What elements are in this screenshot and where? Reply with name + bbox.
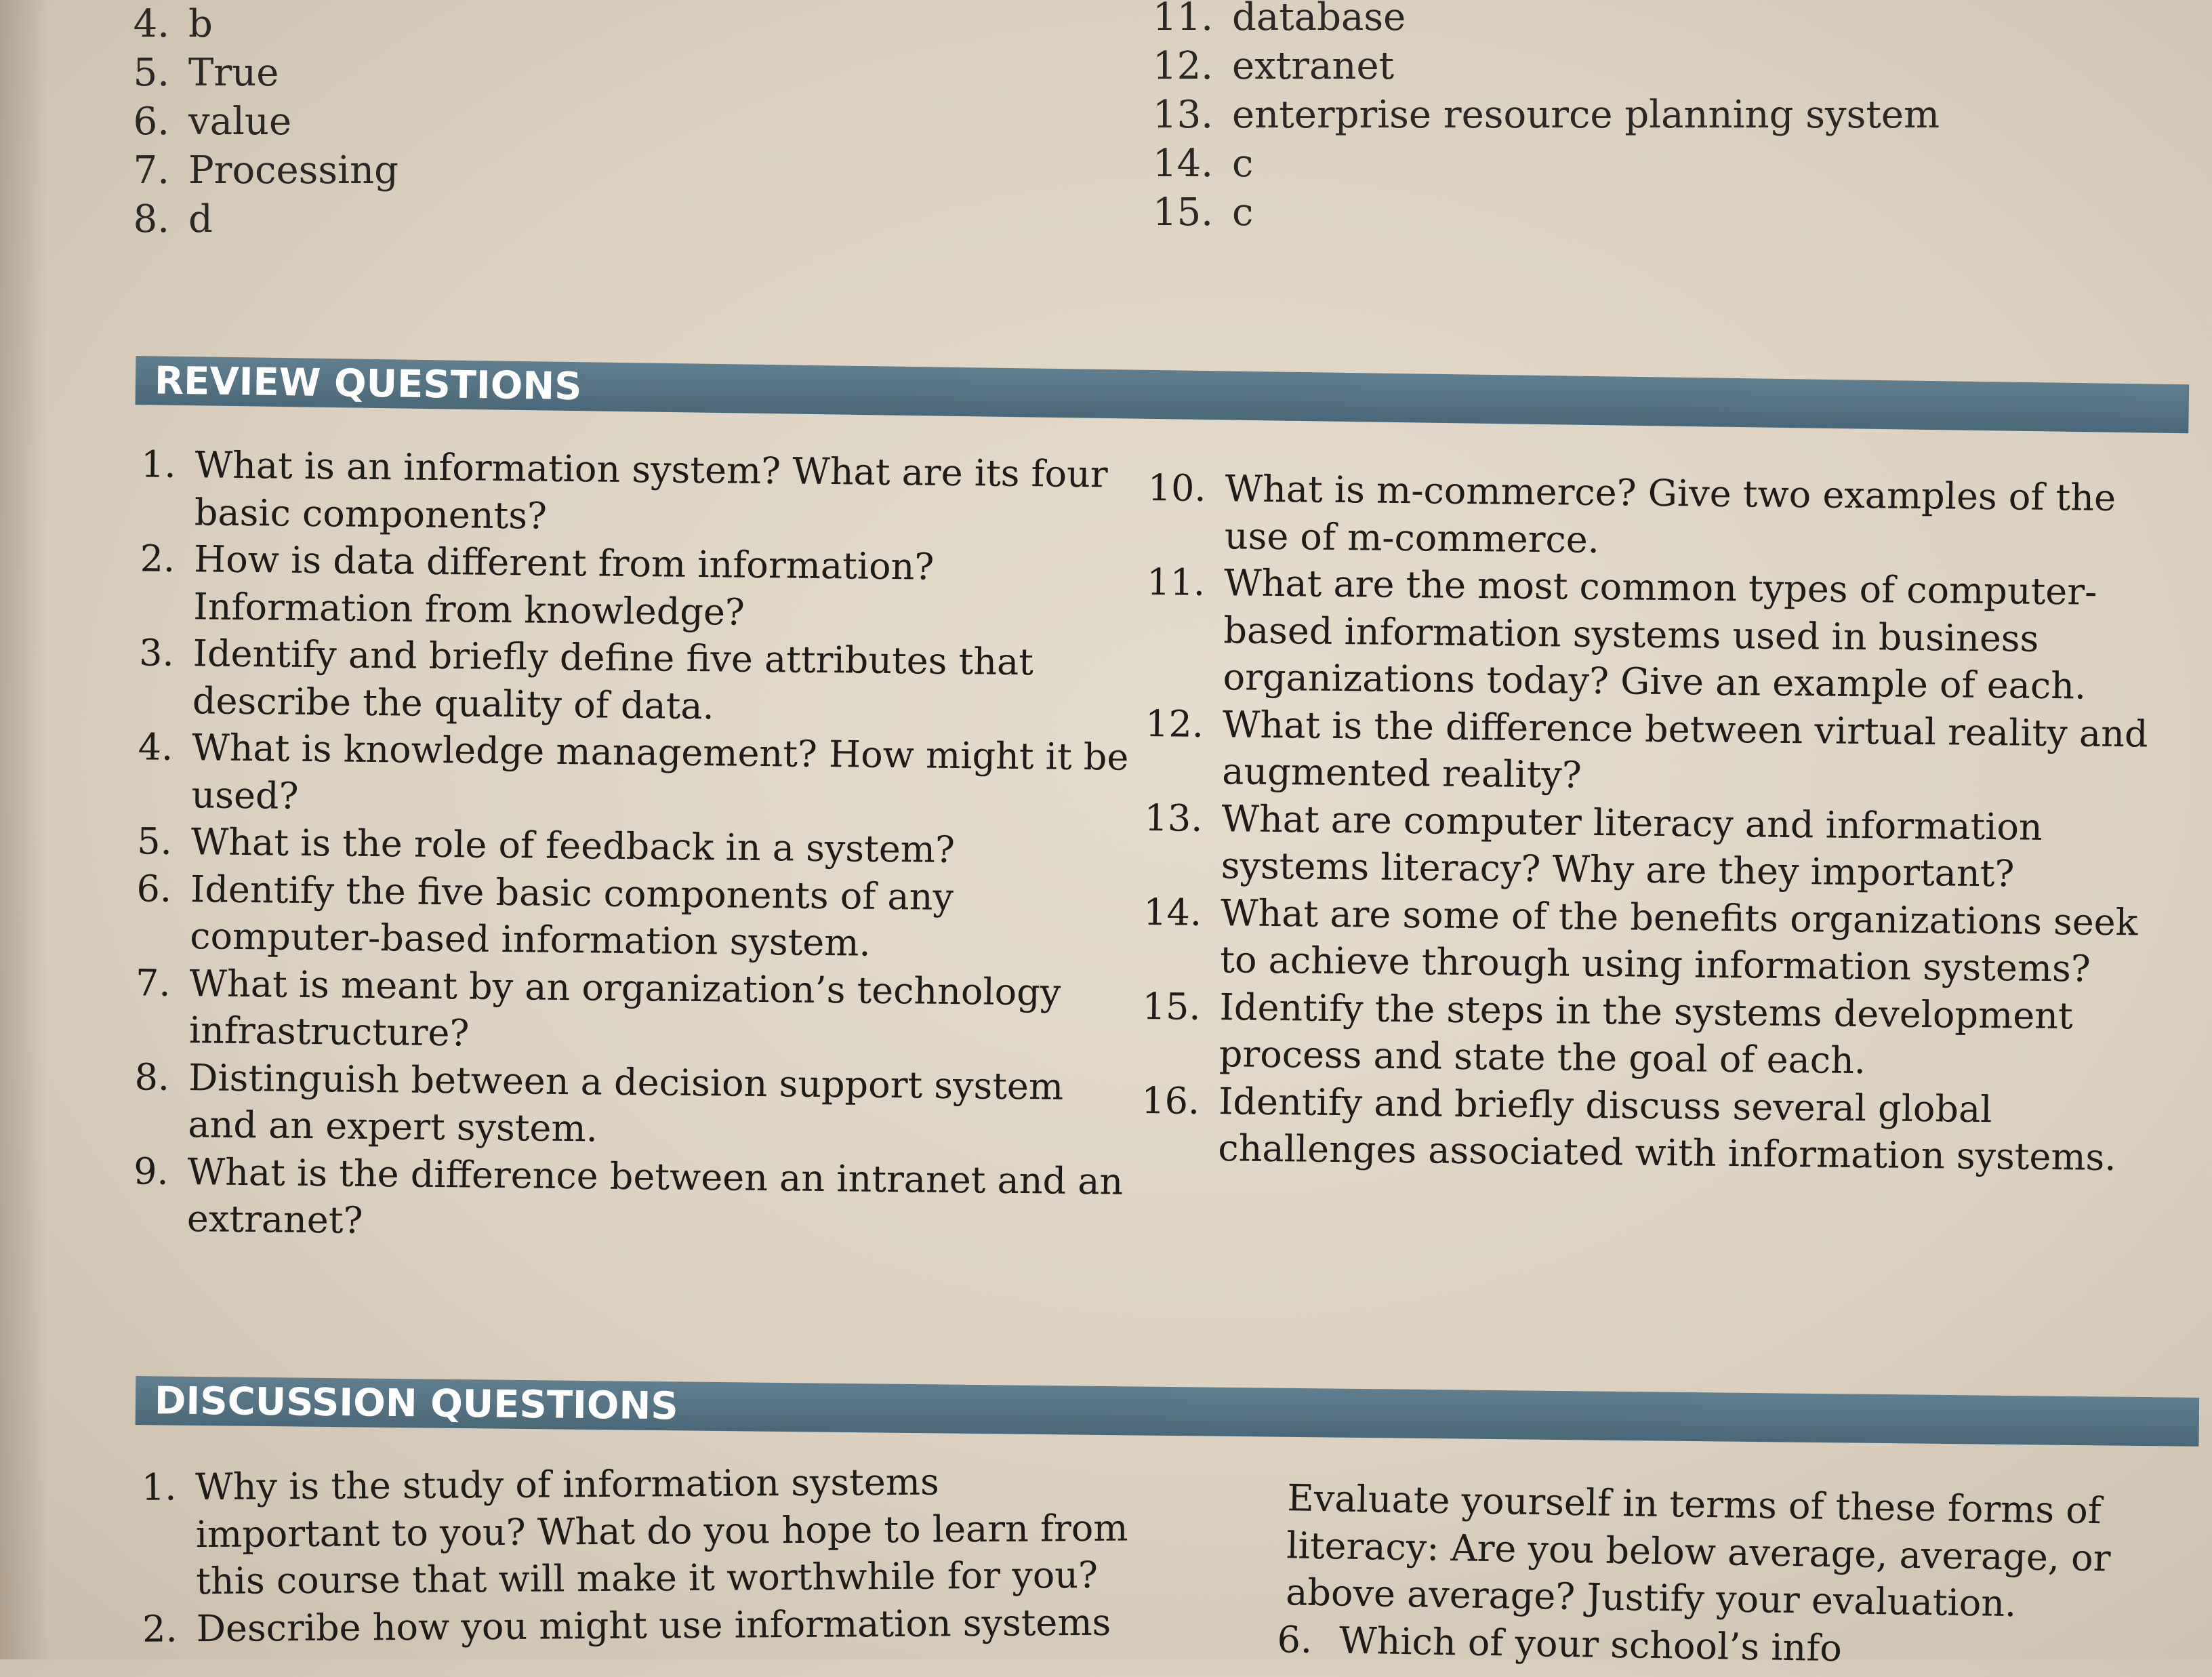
review-question: [109, 958, 1140, 1064]
review-question-number: 16.: [1141, 1078, 1200, 1123]
review-question-number: 14.: [1143, 890, 1202, 934]
review-question: [1140, 888, 2184, 993]
review-question-number: 12.: [1145, 702, 1204, 746]
discussion-questions-right-column: [1271, 1474, 2182, 1677]
answer-key-item-number: 7.: [133, 148, 169, 193]
review-question-number: 3.: [138, 631, 175, 674]
answer-key-item: [108, 195, 398, 244]
review-question-text: How is data different from information? Information from knowledge?: [193, 538, 935, 634]
review-question: [111, 723, 1142, 828]
answer-key-item-text: c: [1232, 142, 1254, 186]
review-question-text: Identify and briefly define five attributes that describe the quality of data.: [192, 632, 1034, 727]
discussion-questions-title: DISCUSSION QUESTIONS: [154, 1378, 678, 1428]
answer-key-item-number: 11.: [1152, 0, 1213, 39]
review-question-text: Identify the five basic components of any computer-based information system.: [190, 867, 954, 965]
discussion-question: [116, 1598, 1132, 1653]
review-question-number: 5.: [136, 820, 173, 863]
answer-key-item: [1152, 91, 1940, 140]
review-question-number: 2.: [140, 537, 176, 580]
answer-key-right: [1152, 0, 1940, 237]
answer-key-item-number: 15.: [1152, 190, 1213, 235]
review-question: [1142, 700, 2186, 805]
review-question: [107, 1147, 1138, 1252]
review-question-number: 9.: [133, 1149, 169, 1193]
review-question-text: What is an information system? What are its four basic components?: [194, 443, 1109, 538]
review-question-text: What is knowledge management? How might it be used?: [191, 726, 1129, 817]
answer-key-item-text: Processing: [188, 148, 398, 193]
review-question: [1143, 559, 2188, 711]
answer-key-item: [1152, 140, 1940, 188]
review-question-number: 1.: [140, 443, 176, 486]
review-question-text: What is m-commerce? Give two examples of the use of m-commerce.: [1224, 467, 2116, 561]
answer-key-item-number: 13.: [1152, 93, 1213, 137]
answer-key-item-text: c: [1232, 190, 1254, 235]
review-question-number: 10.: [1147, 466, 1206, 510]
answer-key-item-text: database: [1232, 0, 1406, 39]
review-questions-left-column: [107, 441, 1145, 1252]
discussion-question-text: Why is the study of information systems important to you? What do you hope to learn from this course that will make it worthwhile for you?: [195, 1460, 1128, 1603]
discussion-continuation: [1272, 1474, 2182, 1630]
review-question-text: What is the role of feedback in a system?: [190, 820, 956, 872]
discussion-question: [115, 1457, 1132, 1606]
review-question: [112, 629, 1143, 734]
answer-key-left: [108, 0, 398, 244]
review-question: [1141, 794, 2185, 899]
answer-key-item-number: 8.: [133, 197, 169, 241]
review-questions-right-column: [1138, 464, 2189, 1182]
page-gutter-shadow: [0, 0, 47, 1659]
review-question: [110, 864, 1141, 969]
review-question-text: Identify the steps in the systems development process and state the goal of each.: [1218, 985, 2074, 1083]
review-question-text: What is the difference between virtual reality and augmented reality?: [1221, 702, 2148, 796]
review-question-text: What are computer literacy and information systems literacy? Why are they important?: [1221, 796, 2043, 895]
answer-key-item-number: 12.: [1152, 44, 1213, 88]
answer-key-item: [108, 146, 398, 195]
review-question: [108, 1053, 1139, 1158]
review-question: [113, 535, 1144, 640]
review-question-text: What is meant by an organization’s technology infrastructure?: [188, 961, 1061, 1055]
discussion-continuation-text: Evaluate yourself in terms of these forms of literacy: Are you below average, average, or above average? Justify your evaluation.: [1285, 1476, 2111, 1625]
discussion-questions-left-column: [115, 1457, 1133, 1653]
answer-key-item-text: enterprise resource planning system: [1232, 93, 1940, 137]
answer-key-item-text: extranet: [1232, 44, 1395, 88]
discussion-question-number: 6.: [1277, 1617, 1313, 1661]
review-question-text: Identify and briefly discuss several global challenges associated with information systems.: [1218, 1079, 2116, 1179]
review-question-number: 6.: [136, 866, 172, 910]
discussion-question-number: 2.: [142, 1607, 178, 1651]
review-question-number: 4.: [138, 725, 173, 769]
answer-key-item-text: d: [188, 197, 213, 241]
review-question: [1139, 982, 2184, 1087]
review-question-text: Distinguish between a decision support system and an expert system.: [188, 1055, 1064, 1150]
review-question-number: 15.: [1142, 984, 1201, 1028]
answer-key-item: [1152, 0, 1940, 42]
review-question-number: 7.: [135, 961, 171, 1005]
discussion-question-number: 1.: [141, 1466, 177, 1509]
discussion-question-text: Describe how you might use information systems: [196, 1600, 1111, 1650]
answer-key-item: [108, 0, 398, 49]
discussion-question-text: Which of your school’s info: [1338, 1619, 1843, 1670]
review-question-text: What are some of the benefits organizations seek to achieve through using information systems?: [1220, 891, 2138, 990]
answer-key-item: [1152, 188, 1940, 237]
discussion-questions-banner: [136, 1376, 2200, 1447]
answer-key-item-number: 6.: [133, 100, 169, 144]
answer-key-item-number: 5.: [133, 51, 169, 95]
review-questions-banner: [135, 356, 2189, 433]
answer-key-item: [1152, 42, 1940, 91]
review-question: [1145, 464, 2189, 569]
answer-key-item: [108, 98, 398, 146]
answer-key-item-text: True: [188, 51, 279, 95]
answer-key-item-number: 4.: [133, 2, 169, 46]
review-question-number: 11.: [1146, 561, 1206, 604]
review-question-text: What is the difference between an intranet and an extranet?: [186, 1150, 1124, 1242]
review-questions-title: REVIEW QUESTIONS: [154, 358, 582, 409]
answer-key-item-text: value: [188, 100, 292, 144]
review-question-text: What are the most common types of computer-based information systems used in business organizations today? Give an example of each.: [1223, 561, 2097, 708]
answer-key-item: [108, 49, 398, 98]
review-question: [1138, 1076, 2182, 1181]
answer-key-item-text: b: [188, 2, 213, 46]
answer-key-item-number: 14.: [1152, 142, 1213, 186]
review-question-number: 8.: [134, 1055, 170, 1099]
review-question: [115, 441, 1145, 546]
review-question-number: 13.: [1144, 796, 1203, 840]
